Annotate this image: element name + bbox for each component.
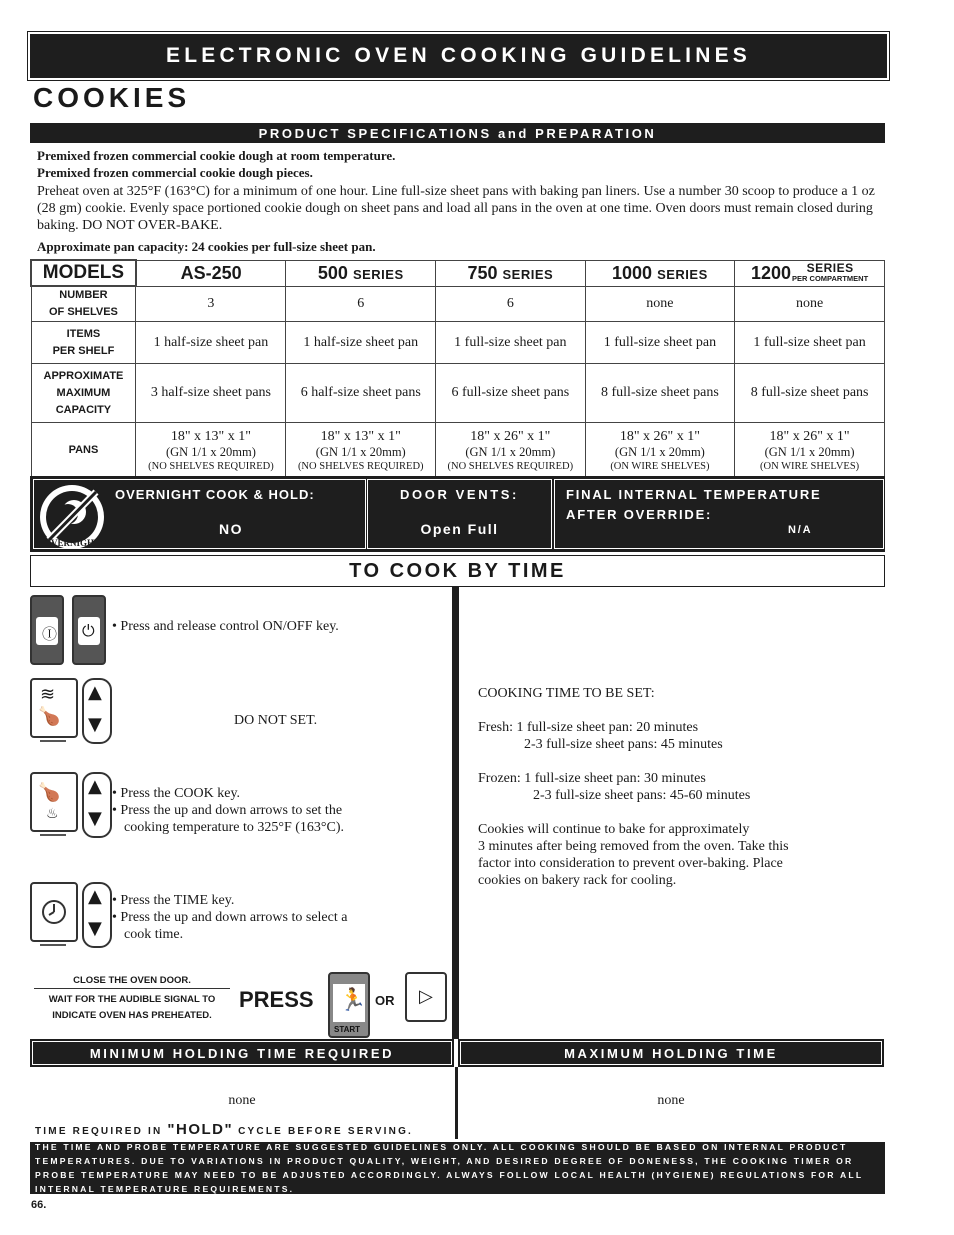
final-temp-box: [554, 479, 884, 549]
overnight-icon: [36, 482, 108, 552]
step-cook-key: [112, 785, 344, 836]
model-name: 1000: [612, 262, 653, 283]
product-section-title: PRODUCT SPECIFICATIONS and PREPARATION: [30, 123, 885, 143]
vents-value: Open Full: [420, 521, 499, 537]
shelves-cell: 3: [136, 286, 286, 322]
capacity-cell: 6 half-size sheet pans: [286, 364, 436, 423]
pan-size: 18" x 13" x 1": [170, 428, 251, 444]
row-label-line: MAXIMUM: [56, 386, 111, 399]
row-label-line: APPROXIMATE: [43, 369, 124, 382]
capacity-cell: 8 full-size sheet pans: [585, 364, 735, 423]
hold-note-part: CYCLE BEFORE SERVING.: [233, 1126, 414, 1137]
preparation-instructions: Preheat oven at 325°F (163°C) for a minimum of one hour. Line full-size sheet pans with baking pan liners. Use a number 30 scoop to produce a 1 oz (28 gm) cookie. Evenly space portioned cookie dough on sheet pans and load all pans in the oven at one time. Oven doors must remain closed during baking. DO NOT OVER-BAKE.: [37, 184, 875, 233]
pans-cell: [286, 423, 436, 479]
final-temp-label-1: FINAL INTERNAL TEMPERATURE: [566, 487, 822, 502]
model-suffix: SERIES: [352, 266, 404, 282]
min-holding-value: none: [228, 1093, 256, 1108]
product-line-1: Premixed frozen commercial cookie dough at room temperature.: [37, 148, 396, 163]
cook-by-time-title: TO COOK BY TIME: [30, 555, 885, 587]
pans-cell: [585, 423, 735, 479]
disclaimer-text: THE TIME AND PROBE TEMPERATURE ARE SUGGESTED GUIDELINES ONLY. ALL COOKING SHOULD BE BASED ON INTERNAL PRODUCT TEMPERATURES. DUE TO VARIATIONS IN PRODUCT QUALITY, WEIGHT, AND DESIRED DEGREE OF DONENESS, THE COOKING TIMER OR PROBE TEMPERATURE MAY NEED TO BE ADJUSTED ACCORDINGLY. ALWAYS FOLLOW LOCAL HEALTH (HYGIENE) REGULATIONS FOR ALL INTERNAL TEMPERATURE REQUIREMENTS.: [35, 1142, 864, 1194]
items-cell: 1 full-size sheet pan: [735, 322, 885, 364]
row-label-line: ITEMS: [66, 327, 101, 340]
divider: [34, 988, 230, 989]
step-line: cooking temperature to 325°F (163°C).: [124, 820, 344, 835]
up-arrow-icon[interactable]: ▲: [88, 886, 102, 907]
model-suffix: SERIES: [502, 266, 554, 282]
model-name: 1200: [751, 262, 792, 283]
wait-line: INDICATE OVEN HAS PREHEATED.: [52, 1010, 212, 1021]
model-name: 500: [317, 262, 348, 283]
frozen-time-2: 2-3 full-size sheet pans: 45-60 minutes: [533, 788, 751, 803]
pan-capacity: Approximate pan capacity: 24 cookies per full-size sheet pan.: [37, 239, 376, 254]
arrow-keys-humidity[interactable]: [82, 678, 112, 744]
pan-note: (NO SHELVES REQUIRED): [297, 460, 424, 472]
carryover-note-line: 3 minutes after being removed from the oven. Take this: [478, 839, 789, 854]
arrow-keys-time[interactable]: [82, 882, 112, 948]
hold-note-part: TIME REQUIRED IN: [35, 1126, 168, 1137]
pan-gn: (GN 1/1 x 20mm): [315, 444, 406, 459]
start-key[interactable]: [328, 972, 370, 1038]
press-label: PRESS: [239, 987, 314, 1012]
capacity-cell: 3 half-size sheet pans: [136, 364, 286, 423]
row-label-pans: PANS: [31, 423, 136, 479]
final-temp-value: N/A: [788, 524, 813, 536]
model-suffix: SERIES: [657, 266, 708, 282]
shelves-cell: 6: [436, 286, 586, 322]
vents-label: DOOR VENTS:: [400, 487, 519, 502]
play-key[interactable]: [405, 972, 447, 1022]
step-line: • Press the COOK key.: [112, 786, 241, 801]
arrow-keys-temperature[interactable]: [82, 772, 112, 838]
models-header-cell: [31, 260, 136, 286]
key-indicator-line: [40, 834, 66, 836]
row-label-shelves: [31, 286, 136, 322]
items-cell: 1 half-size sheet pan: [286, 322, 436, 364]
pan-note: (ON WIRE SHELVES): [760, 460, 860, 472]
model-col-500: [286, 260, 436, 286]
step-line: • Press the up and down arrows to set the: [112, 803, 343, 818]
pans-cell: [735, 423, 885, 479]
product-preparation: [37, 147, 882, 255]
shelves-cell: 6: [286, 286, 436, 322]
model-col-1200: [735, 260, 885, 286]
carryover-note-line: cookies on bakery rack for cooling.: [478, 873, 677, 888]
pan-gn: (GN 1/1 x 20mm): [165, 444, 256, 459]
model-col-1000: [585, 260, 735, 286]
capacity-cell: 8 full-size sheet pans: [735, 364, 885, 423]
pan-size: 18" x 13" x 1": [320, 428, 401, 444]
power-icon: Ⓘ: [42, 626, 58, 643]
models-header-label: MODELS: [42, 262, 125, 283]
down-arrow-icon[interactable]: ▼: [88, 714, 102, 735]
key-indicator-line: [40, 740, 66, 742]
row-label-items: [31, 322, 136, 364]
up-arrow-icon[interactable]: ▲: [88, 776, 102, 797]
row-label-line: NUMBER: [59, 289, 108, 301]
on-off-panel-left: [30, 595, 64, 665]
pans-cell: [436, 423, 586, 479]
on-off-panel-right[interactable]: [72, 595, 106, 665]
page-title: COOKIES: [33, 82, 191, 113]
min-holding-title: MINIMUM HOLDING TIME REQUIRED: [30, 1039, 454, 1067]
step-do-not-set: DO NOT SET.: [234, 713, 318, 728]
frozen-time-1: Frozen: 1 full-size sheet pan: 30 minutes: [478, 771, 706, 786]
pan-note: (ON WIRE SHELVES): [610, 460, 710, 472]
turkey-icon: 🍗: [38, 782, 61, 803]
humidity-key[interactable]: [30, 678, 78, 738]
up-arrow-icon[interactable]: ▲: [88, 682, 102, 703]
or-label: OR: [375, 993, 395, 1008]
running-person-icon: 🏃: [339, 988, 367, 1013]
model-col-as250: [136, 260, 286, 286]
cooking-time-heading: COOKING TIME TO BE SET:: [478, 686, 655, 701]
overnight-label: OVERNIGHT COOK & HOLD:: [115, 487, 315, 502]
carryover-note-line: factor into consideration to prevent over-baking. Place: [478, 856, 783, 871]
max-holding-title: MAXIMUM HOLDING TIME: [458, 1039, 884, 1067]
close-door-instruction: CLOSE THE OVEN DOOR.: [73, 975, 191, 986]
fresh-time-1: Fresh: 1 full-size sheet pan: 20 minutes: [478, 720, 699, 735]
row-label-line: OF SHELVES: [49, 306, 118, 318]
cook-key[interactable]: [30, 772, 78, 832]
guidelines-banner: ELECTRONIC OVEN COOKING GUIDELINES: [30, 34, 887, 78]
down-arrow-icon[interactable]: ▼: [88, 808, 102, 829]
disclaimer-footer: [30, 1142, 885, 1194]
items-cell: 1 full-size sheet pan: [436, 322, 586, 364]
overnight-logo-text: OVERNIGHT: [43, 538, 101, 548]
step-line: • Press the up and down arrows to select a: [112, 910, 348, 925]
final-temp-label-2: AFTER OVERRIDE:: [566, 507, 713, 522]
wait-line: WAIT FOR THE AUDIBLE SIGNAL TO: [48, 994, 216, 1005]
pan-size: 18" x 26" x 1": [619, 428, 700, 444]
overnight-box: [33, 479, 366, 549]
cooking-time-instructions: [478, 685, 878, 889]
overnight-value: NO: [219, 521, 243, 537]
row-label-capacity: [31, 364, 136, 423]
column-divider: [452, 587, 459, 1039]
page-number: 66.: [31, 1199, 47, 1211]
play-icon[interactable]: ▷: [419, 986, 433, 1007]
pan-size: 18" x 26" x 1": [470, 428, 551, 444]
vents-box: [367, 479, 552, 549]
heat-waves-icon: ≋: [40, 684, 56, 705]
row-label-line: CAPACITY: [55, 403, 112, 416]
model-suffix: SERIES: [806, 260, 854, 275]
pans-cell: [136, 423, 286, 479]
row-label-line: PER SHELF: [52, 344, 115, 357]
model-name: 750: [467, 262, 498, 283]
clock-icon: [40, 898, 68, 926]
capacity-cell: 6 full-size sheet pans: [436, 364, 586, 423]
items-cell: 1 half-size sheet pan: [136, 322, 286, 364]
model-name: AS-250: [180, 262, 242, 283]
items-cell: 1 full-size sheet pan: [585, 322, 735, 364]
turkey-icon: 🍗: [38, 706, 61, 727]
model-col-750: [436, 260, 586, 286]
pan-note: (NO SHELVES REQUIRED): [148, 460, 274, 472]
down-arrow-icon[interactable]: ▼: [88, 918, 102, 939]
flame-icon: ♨: [46, 806, 59, 822]
hold-cycle-note: [35, 1121, 413, 1138]
shelves-cell: none: [585, 286, 735, 322]
pan-gn: (GN 1/1 x 20mm): [764, 444, 855, 459]
shelves-cell: none: [735, 286, 885, 322]
on-off-key-icon[interactable]: ⏻: [82, 623, 95, 640]
step-time-key: [112, 892, 347, 943]
step-line: cook time.: [124, 927, 184, 942]
pan-note: (NO SHELVES REQUIRED): [447, 460, 574, 472]
step-line: • Press the TIME key.: [112, 893, 235, 908]
pan-gn: (GN 1/1 x 20mm): [465, 444, 556, 459]
max-holding-value: none: [657, 1093, 685, 1108]
pan-size: 18" x 26" x 1": [769, 428, 850, 444]
models-table: [30, 259, 885, 479]
key-indicator-line: [40, 944, 66, 946]
time-key[interactable]: [30, 882, 78, 942]
wait-instruction: [34, 992, 230, 1024]
fresh-time-2: 2-3 full-size sheet pans: 45 minutes: [524, 737, 723, 752]
hold-note-part: "HOLD": [167, 1121, 234, 1138]
carryover-note-line: Cookies will continue to bake for approximately: [478, 822, 750, 837]
pan-gn: (GN 1/1 x 20mm): [614, 444, 705, 459]
product-line-2: Premixed frozen commercial cookie dough pieces.: [37, 165, 313, 180]
step-on-off: • Press and release control ON/OFF key.: [112, 619, 339, 634]
model-note: PER COMPARTMENT: [792, 273, 869, 283]
start-key-label: START: [334, 1025, 361, 1034]
settings-info-bar: [30, 476, 885, 552]
